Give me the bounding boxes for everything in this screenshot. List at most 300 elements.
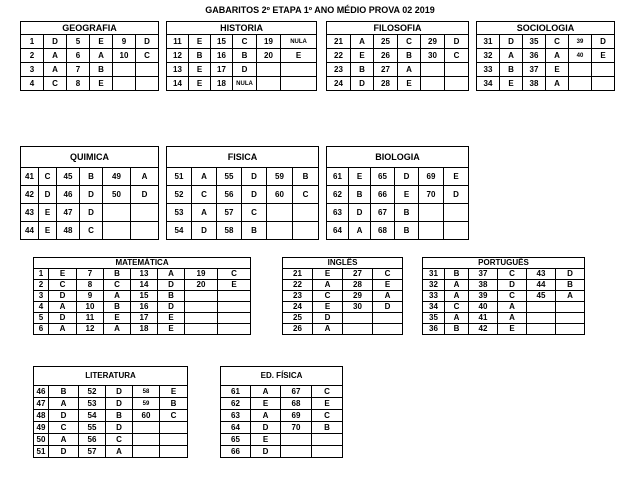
answer-cell: D bbox=[251, 446, 281, 458]
question-number-cell: 10 bbox=[113, 49, 136, 63]
question-number-cell: 64 bbox=[327, 222, 349, 240]
answer-cell: D bbox=[500, 35, 523, 49]
question-number-cell: 70 bbox=[281, 422, 312, 434]
answer-cell: C bbox=[546, 35, 569, 49]
table-row bbox=[221, 422, 343, 434]
answer-cell bbox=[556, 302, 585, 313]
question-number-cell: 18 bbox=[211, 77, 233, 91]
table-header: FISICA bbox=[167, 147, 319, 168]
table-header: BIOLOGIA bbox=[327, 147, 469, 168]
question-number-cell: 16 bbox=[131, 302, 158, 313]
table-row bbox=[34, 291, 251, 302]
question-number-cell: 18 bbox=[131, 324, 158, 335]
answer-cell bbox=[445, 77, 469, 91]
question-number-cell bbox=[185, 313, 218, 324]
question-number-cell: 35 bbox=[523, 35, 546, 49]
answer-cell: E bbox=[373, 280, 403, 291]
table-historia bbox=[166, 21, 317, 91]
answer-cell: D bbox=[49, 410, 79, 422]
answer-cell: D bbox=[39, 186, 57, 204]
question-number-cell: 42 bbox=[469, 324, 498, 335]
question-number-cell: 6 bbox=[34, 324, 49, 335]
table-row bbox=[167, 49, 317, 63]
answer-cell: C bbox=[233, 35, 257, 49]
answer-cell: B bbox=[351, 63, 374, 77]
answer-cell: E bbox=[189, 63, 211, 77]
question-number-cell: 4 bbox=[34, 302, 49, 313]
question-number-cell: 19 bbox=[257, 35, 281, 49]
table-row bbox=[34, 280, 251, 291]
question-number-cell: 66 bbox=[221, 446, 251, 458]
question-number-cell: 55 bbox=[79, 422, 106, 434]
question-number-cell: 69 bbox=[419, 168, 444, 186]
question-number-cell: 26 bbox=[374, 49, 398, 63]
answer-cell: B bbox=[500, 63, 523, 77]
answer-cell: D bbox=[158, 302, 185, 313]
question-number-cell: 68 bbox=[281, 398, 312, 410]
question-number-cell: 30 bbox=[343, 302, 373, 313]
answer-cell: D bbox=[242, 186, 267, 204]
answer-cell: A bbox=[49, 324, 77, 335]
question-number-cell: 53 bbox=[167, 204, 192, 222]
question-number-cell: 19 bbox=[185, 269, 218, 280]
answer-cell bbox=[136, 77, 159, 91]
question-number-cell: 12 bbox=[167, 49, 189, 63]
answer-cell: A bbox=[445, 291, 469, 302]
question-number-cell: 21 bbox=[283, 269, 313, 280]
question-number-cell: 4 bbox=[21, 77, 44, 91]
question-number-cell: 63 bbox=[221, 410, 251, 422]
question-number-cell: 1 bbox=[34, 269, 49, 280]
table-row bbox=[327, 49, 469, 63]
answer-cell: B bbox=[104, 302, 131, 313]
answer-cell bbox=[556, 313, 585, 324]
question-number-cell bbox=[133, 446, 160, 458]
table-sociologia bbox=[476, 21, 615, 91]
question-number-cell: 53 bbox=[79, 398, 106, 410]
answer-cell bbox=[373, 324, 403, 335]
question-number-cell: 30 bbox=[421, 49, 445, 63]
question-number-cell: 25 bbox=[374, 35, 398, 49]
answer-cell: B bbox=[189, 49, 211, 63]
question-number-cell: 23 bbox=[327, 63, 351, 77]
question-number-cell bbox=[185, 324, 218, 335]
question-number-cell: 44 bbox=[21, 222, 39, 240]
answer-cell bbox=[444, 204, 469, 222]
table-row bbox=[21, 35, 159, 49]
answer-cell bbox=[218, 291, 251, 302]
answer-cell: B bbox=[104, 269, 131, 280]
answer-cell: A bbox=[49, 398, 79, 410]
table-row bbox=[283, 313, 403, 324]
question-number-cell: 35 bbox=[423, 313, 445, 324]
answer-cell: D bbox=[106, 386, 133, 398]
answer-cell: B bbox=[160, 398, 188, 410]
answer-cell: E bbox=[313, 302, 343, 313]
answer-cell: C bbox=[312, 410, 343, 422]
question-number-cell: 49 bbox=[103, 168, 131, 186]
answer-cell: D bbox=[136, 35, 159, 49]
answer-cell: A bbox=[398, 63, 421, 77]
answer-cell bbox=[160, 434, 188, 446]
answer-cell: E bbox=[444, 168, 469, 186]
question-number-cell bbox=[421, 63, 445, 77]
answer-cell: B bbox=[398, 49, 421, 63]
question-number-cell bbox=[281, 434, 312, 446]
answer-cell: D bbox=[395, 168, 419, 186]
table-row bbox=[167, 186, 319, 204]
answer-cell: B bbox=[158, 291, 185, 302]
answer-cell: A bbox=[556, 291, 585, 302]
answer-cell: A bbox=[192, 168, 217, 186]
question-number-cell: 20 bbox=[257, 49, 281, 63]
answer-cell: C bbox=[192, 186, 217, 204]
answer-cell: E bbox=[312, 398, 343, 410]
answer-cell bbox=[444, 222, 469, 240]
table-row bbox=[167, 222, 319, 240]
answer-cell bbox=[556, 324, 585, 335]
answer-cell: A bbox=[104, 324, 131, 335]
question-number-cell: 51 bbox=[34, 446, 49, 458]
question-number-cell: 68 bbox=[371, 222, 395, 240]
question-number-cell: 14 bbox=[167, 77, 189, 91]
table-row bbox=[167, 35, 317, 49]
table-row bbox=[327, 168, 469, 186]
table-ingles bbox=[282, 257, 403, 335]
answer-cell: D bbox=[444, 186, 469, 204]
question-number-cell: 43 bbox=[21, 204, 39, 222]
table-row bbox=[327, 186, 469, 204]
answer-cell: E bbox=[189, 77, 211, 91]
answer-cell: D bbox=[49, 291, 77, 302]
answer-cell bbox=[373, 313, 403, 324]
answer-cell: C bbox=[218, 269, 251, 280]
answer-cell: A bbox=[158, 269, 185, 280]
question-number-cell: 45 bbox=[57, 168, 80, 186]
answer-cell: A bbox=[44, 63, 67, 77]
answer-cell: A bbox=[251, 410, 281, 422]
table-header: QUIMICA bbox=[21, 147, 159, 168]
answer-cell: E bbox=[158, 324, 185, 335]
question-number-cell: 51 bbox=[167, 168, 192, 186]
table-header: SOCIOLOGIA bbox=[477, 22, 615, 35]
question-number-cell bbox=[185, 302, 218, 313]
answer-cell: E bbox=[160, 386, 188, 398]
question-number-cell: 9 bbox=[113, 35, 136, 49]
table-row bbox=[327, 35, 469, 49]
table-row bbox=[283, 280, 403, 291]
table-row bbox=[21, 186, 159, 204]
question-number-cell bbox=[133, 422, 160, 434]
table-row bbox=[167, 77, 317, 91]
question-number-cell: 48 bbox=[34, 410, 49, 422]
page-title: GABARITOS 2º ETAPA 1º ANO MÉDIO PROVA 02 2019 bbox=[205, 5, 435, 15]
answer-cell: C bbox=[498, 291, 527, 302]
question-number-cell bbox=[113, 63, 136, 77]
answer-cell bbox=[281, 77, 317, 91]
answer-cell bbox=[312, 446, 343, 458]
table-row bbox=[21, 204, 159, 222]
answer-cell: D bbox=[498, 280, 527, 291]
question-number-cell: 17 bbox=[211, 63, 233, 77]
answer-cell: A bbox=[313, 280, 343, 291]
answer-cell bbox=[218, 313, 251, 324]
answer-cell: B bbox=[80, 168, 103, 186]
table-row bbox=[283, 291, 403, 302]
answer-cell: B bbox=[293, 168, 319, 186]
answer-cell bbox=[218, 302, 251, 313]
question-number-cell: 2 bbox=[34, 280, 49, 291]
answer-cell: D bbox=[313, 313, 343, 324]
question-number-cell bbox=[103, 222, 131, 240]
table-row bbox=[477, 63, 615, 77]
table-row bbox=[221, 410, 343, 422]
answer-cell: A bbox=[90, 49, 113, 63]
question-number-cell: 62 bbox=[327, 186, 349, 204]
answer-cell: D bbox=[158, 280, 185, 291]
question-number-cell: 50 bbox=[34, 434, 49, 446]
question-number-cell: 17 bbox=[131, 313, 158, 324]
answer-cell: A bbox=[546, 49, 569, 63]
table-edfisica bbox=[220, 366, 343, 458]
table-header: MATEMÁTICA bbox=[34, 258, 251, 269]
question-number-cell: 62 bbox=[221, 398, 251, 410]
question-number-cell: 52 bbox=[79, 386, 106, 398]
question-number-cell: 58 bbox=[217, 222, 242, 240]
question-number-cell: 54 bbox=[167, 222, 192, 240]
question-number-cell bbox=[113, 77, 136, 91]
question-number-cell: 64 bbox=[221, 422, 251, 434]
table-row bbox=[221, 386, 343, 398]
question-number-cell: 38 bbox=[469, 280, 498, 291]
answer-cell: A bbox=[49, 302, 77, 313]
answer-cell: E bbox=[498, 324, 527, 335]
answer-cell: E bbox=[104, 313, 131, 324]
question-number-cell: 56 bbox=[79, 434, 106, 446]
table-row bbox=[423, 302, 585, 313]
table-row bbox=[167, 168, 319, 186]
answer-cell: A bbox=[106, 446, 133, 458]
question-number-cell: 3 bbox=[34, 291, 49, 302]
table-row bbox=[21, 63, 159, 77]
answer-cell: C bbox=[242, 204, 267, 222]
table-quimica bbox=[20, 146, 159, 240]
question-number-cell: 36 bbox=[423, 324, 445, 335]
answer-cell: A bbox=[313, 324, 343, 335]
answer-cell: B bbox=[106, 410, 133, 422]
answer-cell: A bbox=[131, 168, 159, 186]
question-number-cell: 36 bbox=[523, 49, 546, 63]
question-number-cell: 40 bbox=[569, 49, 592, 63]
answer-cell: C bbox=[80, 222, 103, 240]
answer-cell bbox=[445, 63, 469, 77]
question-number-cell: 32 bbox=[423, 280, 445, 291]
answer-cell: D bbox=[251, 422, 281, 434]
answer-cell: B bbox=[242, 222, 267, 240]
table-header: INGLÊS bbox=[283, 258, 403, 269]
table-fisica bbox=[166, 146, 319, 240]
table-row bbox=[21, 222, 159, 240]
answer-cell: D bbox=[49, 313, 77, 324]
answer-cell: D bbox=[131, 186, 159, 204]
question-number-cell: 37 bbox=[523, 63, 546, 77]
table-row bbox=[423, 324, 585, 335]
table-row bbox=[34, 446, 188, 458]
answer-cell: C bbox=[49, 422, 79, 434]
answer-cell: B bbox=[395, 204, 419, 222]
answer-cell: D bbox=[242, 168, 267, 186]
answer-cell: C bbox=[498, 269, 527, 280]
question-number-cell: 23 bbox=[283, 291, 313, 302]
question-number-cell bbox=[527, 302, 556, 313]
question-number-cell: 31 bbox=[477, 35, 500, 49]
question-number-cell: 67 bbox=[281, 386, 312, 398]
answer-cell: E bbox=[251, 434, 281, 446]
answer-cell: E bbox=[39, 222, 57, 240]
question-number-cell: 61 bbox=[221, 386, 251, 398]
answer-cell: NULA bbox=[281, 35, 317, 49]
table-header: PORTUGUÊS bbox=[423, 258, 585, 269]
answer-cell: E bbox=[349, 168, 371, 186]
answer-cell: E bbox=[90, 77, 113, 91]
table-portugues bbox=[422, 257, 585, 335]
question-number-cell: 46 bbox=[57, 186, 80, 204]
question-number-cell bbox=[267, 204, 293, 222]
question-number-cell bbox=[527, 324, 556, 335]
question-number-cell: 69 bbox=[281, 410, 312, 422]
answer-cell: C bbox=[293, 186, 319, 204]
table-row bbox=[327, 222, 469, 240]
question-number-cell: 26 bbox=[283, 324, 313, 335]
table-header: FILOSOFIA bbox=[327, 22, 469, 35]
answer-cell: A bbox=[445, 313, 469, 324]
table-row bbox=[34, 434, 188, 446]
question-number-cell: 11 bbox=[77, 313, 104, 324]
question-number-cell: 67 bbox=[371, 204, 395, 222]
question-number-cell bbox=[267, 222, 293, 240]
table-row bbox=[423, 280, 585, 291]
answer-cell: C bbox=[313, 291, 343, 302]
question-number-cell: 41 bbox=[21, 168, 39, 186]
question-number-cell bbox=[133, 434, 160, 446]
question-number-cell: 61 bbox=[327, 168, 349, 186]
answer-cell: D bbox=[556, 269, 585, 280]
table-row bbox=[423, 313, 585, 324]
answer-cell: B bbox=[445, 324, 469, 335]
answer-cell: E bbox=[313, 269, 343, 280]
table-row bbox=[327, 63, 469, 77]
table-row bbox=[34, 398, 188, 410]
table-biologia bbox=[326, 146, 469, 240]
question-number-cell: 60 bbox=[267, 186, 293, 204]
question-number-cell bbox=[343, 324, 373, 335]
table-row bbox=[423, 269, 585, 280]
answer-cell bbox=[592, 77, 615, 91]
question-number-cell: 33 bbox=[477, 63, 500, 77]
answer-cell: A bbox=[104, 291, 131, 302]
question-number-cell: 33 bbox=[423, 291, 445, 302]
table-row bbox=[34, 302, 251, 313]
answer-cell: B bbox=[556, 280, 585, 291]
answer-cell: A bbox=[498, 302, 527, 313]
answer-cell: C bbox=[445, 49, 469, 63]
answer-cell: B bbox=[312, 422, 343, 434]
question-number-cell: 21 bbox=[327, 35, 351, 49]
question-number-cell: 20 bbox=[185, 280, 218, 291]
answer-cell: D bbox=[80, 186, 103, 204]
table-literatura bbox=[33, 366, 188, 458]
table-row bbox=[283, 302, 403, 313]
question-number-cell bbox=[185, 291, 218, 302]
answer-cell: D bbox=[49, 446, 79, 458]
answer-cell: E bbox=[90, 35, 113, 49]
question-number-cell: 39 bbox=[469, 291, 498, 302]
question-number-cell: 59 bbox=[133, 398, 160, 410]
question-number-cell: 3 bbox=[21, 63, 44, 77]
table-row bbox=[477, 35, 615, 49]
table-filosofia bbox=[326, 21, 469, 91]
table-row bbox=[283, 324, 403, 335]
answer-cell: C bbox=[398, 35, 421, 49]
question-number-cell: 47 bbox=[57, 204, 80, 222]
answer-cell: A bbox=[445, 280, 469, 291]
answer-cell: D bbox=[44, 35, 67, 49]
answer-cell: D bbox=[349, 204, 371, 222]
table-row bbox=[283, 269, 403, 280]
question-number-cell: 15 bbox=[211, 35, 233, 49]
table-row bbox=[34, 324, 251, 335]
table-row bbox=[34, 386, 188, 398]
question-number-cell: 47 bbox=[34, 398, 49, 410]
question-number-cell: 25 bbox=[283, 313, 313, 324]
question-number-cell bbox=[527, 313, 556, 324]
answer-cell: C bbox=[160, 410, 188, 422]
answer-cell: E bbox=[592, 49, 615, 63]
question-number-cell: 2 bbox=[21, 49, 44, 63]
question-number-cell bbox=[257, 63, 281, 77]
answer-cell: D bbox=[80, 204, 103, 222]
table-header: HISTORIA bbox=[167, 22, 317, 35]
question-number-cell: 52 bbox=[167, 186, 192, 204]
answer-cell: D bbox=[592, 35, 615, 49]
answer-cell bbox=[218, 324, 251, 335]
table-row bbox=[21, 168, 159, 186]
answer-cell bbox=[293, 222, 319, 240]
answer-cell bbox=[281, 63, 317, 77]
question-number-cell bbox=[569, 63, 592, 77]
answer-cell bbox=[312, 434, 343, 446]
question-number-cell: 15 bbox=[131, 291, 158, 302]
answer-cell: C bbox=[445, 302, 469, 313]
question-number-cell: 27 bbox=[374, 63, 398, 77]
question-number-cell: 24 bbox=[283, 302, 313, 313]
answer-cell: E bbox=[189, 35, 211, 49]
question-number-cell: 29 bbox=[421, 35, 445, 49]
question-number-cell: 63 bbox=[327, 204, 349, 222]
question-number-cell: 38 bbox=[523, 77, 546, 91]
answer-cell: B bbox=[90, 63, 113, 77]
answer-cell: B bbox=[349, 186, 371, 204]
table-header: LITERATURA bbox=[34, 367, 188, 386]
table-row bbox=[221, 434, 343, 446]
question-number-cell: 32 bbox=[477, 49, 500, 63]
question-number-cell: 31 bbox=[423, 269, 445, 280]
table-row bbox=[221, 446, 343, 458]
question-number-cell: 22 bbox=[283, 280, 313, 291]
question-number-cell: 6 bbox=[67, 49, 90, 63]
question-number-cell: 50 bbox=[103, 186, 131, 204]
question-number-cell bbox=[419, 204, 444, 222]
